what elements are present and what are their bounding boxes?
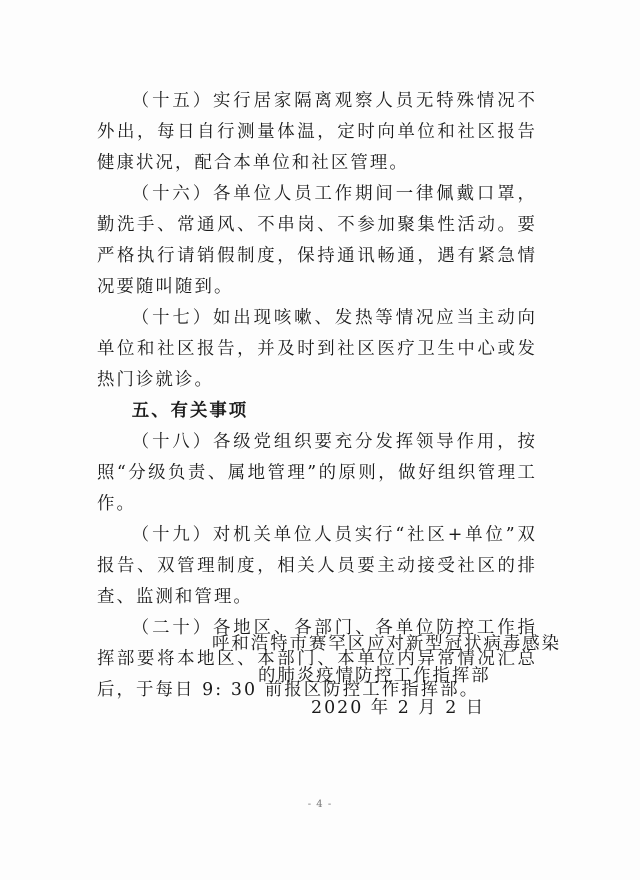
signature-block bbox=[0, 628, 640, 724]
page-number: - 4 - bbox=[307, 799, 333, 810]
signature-org-line-2: 的肺炎疫情防控工作指挥部 bbox=[258, 666, 491, 686]
paragraph-item-15: （十五）实行居家隔离观察人员无特殊情况不外出，每日自行测量体温，定时向单位和社区报告健康状况，配合本单位和社区管理。 bbox=[97, 91, 537, 173]
paragraph-item-18: （十八）各级党组织要充分发挥领导作用，按照“分级负责、属地管理”的原则，做好组织管理工作。 bbox=[97, 432, 537, 514]
paragraph-item-16: （十六）各单位人员工作期间一律佩戴口罩，勤洗手、常通风、不串岗、不参加聚集性活动。要严格执行请销假制度，保持通讯畅通，遇有紧急情况要随叫随到。 bbox=[97, 184, 537, 297]
paragraph-item-20: （二十）各地区、各部门、各单位防控工作指挥部要将本地区、本部门、本单位内异常情况汇总后，于每日 9: 30 前报区防控工作指挥部。 bbox=[97, 618, 537, 700]
signature-date: 2020 年 2 月 2 日 bbox=[311, 698, 486, 718]
document-body bbox=[97, 86, 537, 706]
signature-org-line-1: 呼和浩特市赛罕区应对新型冠状病毒感染 bbox=[212, 634, 562, 654]
paragraph-item-19: （十九）对机关单位人员实行“社区+单位”双报告、双管理制度，相关人员要主动接受社区的排查、监测和管理。 bbox=[97, 525, 537, 607]
paragraph-item-17: （十七）如出现咳嗽、发热等情况应当主动向单位和社区报告，并及时到社区医疗卫生中心或发热门诊就诊。 bbox=[97, 308, 537, 390]
section-heading: 五、有关事项 bbox=[131, 401, 249, 421]
